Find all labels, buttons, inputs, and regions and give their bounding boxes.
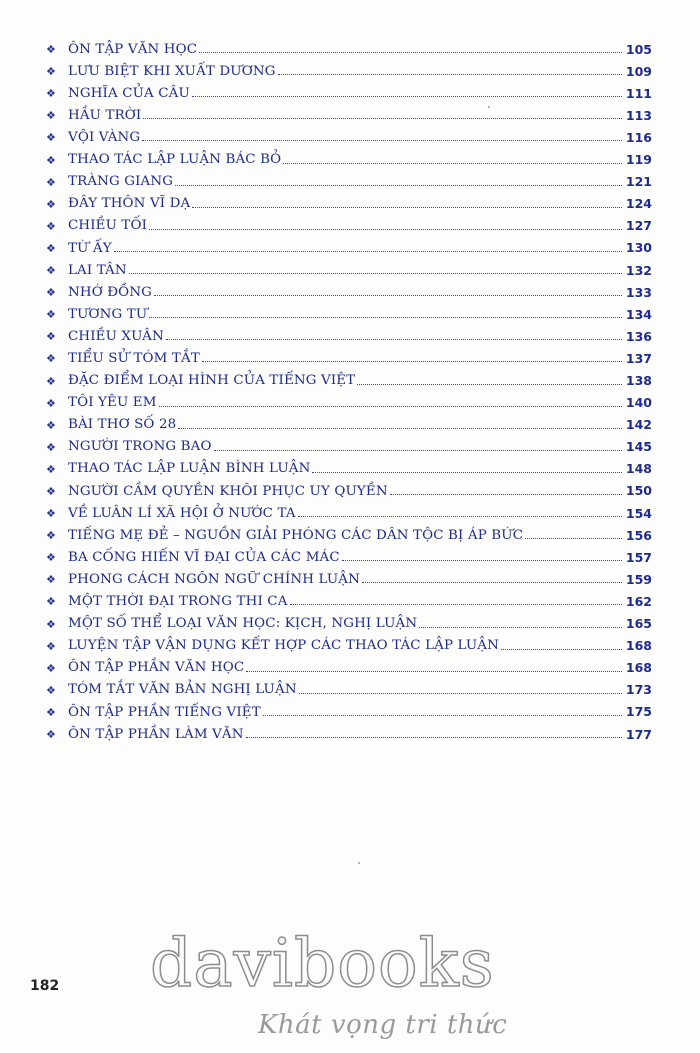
- toc-entry-page: 145: [625, 439, 652, 455]
- toc-entry: [46, 520, 652, 542]
- dot-leader: [149, 316, 622, 318]
- diamond-bullet-icon: ❖: [46, 551, 56, 565]
- diamond-bullet-icon: ❖: [46, 595, 56, 609]
- diamond-bullet-icon: ❖: [46, 484, 56, 498]
- toc-entry-title: NGHĨA CỦA CÂU: [68, 85, 190, 101]
- toc-entry: [46, 299, 652, 321]
- toc-entry: [46, 631, 652, 653]
- toc-entry: [46, 233, 652, 255]
- diamond-bullet-icon: ❖: [46, 728, 56, 741]
- diamond-bullet-icon: ❖: [46, 352, 56, 366]
- toc-entry-title: VỀ LUÂN LÍ XÃ HỘI Ở NƯỚC TA: [68, 505, 296, 521]
- toc-entry-title: ĐÂY THÔN VĨ DẠ: [68, 196, 191, 212]
- dot-leader: [283, 162, 622, 164]
- dot-leader: [501, 648, 622, 650]
- toc-entry-page: 113: [625, 107, 652, 123]
- toc-entry-page: 175: [625, 704, 652, 720]
- toc-entry: [46, 78, 652, 100]
- diamond-bullet-icon: ❖: [46, 617, 56, 631]
- watermark-brand: davibooks: [150, 925, 495, 1002]
- toc-entry: [46, 343, 652, 365]
- dot-leader: [390, 493, 622, 495]
- toc-entry-title: ÔN TẬP PHẦN LÀM VĂN: [68, 726, 244, 742]
- toc-entry-page: 154: [625, 505, 652, 521]
- diamond-bullet-icon: ❖: [46, 507, 56, 521]
- toc-entry-title: NHỚ ĐỒNG: [68, 284, 153, 300]
- toc-entry-page: 159: [625, 571, 652, 587]
- toc-entry-page: 111: [625, 85, 652, 101]
- toc-entry-title: BA CỐNG HIẾN VĨ ĐẠI CỦA CÁC MÁC: [68, 549, 340, 565]
- toc-entry-page: 140: [625, 395, 652, 411]
- dot-leader: [202, 360, 622, 362]
- dot-leader: [166, 338, 622, 340]
- toc-entry-title: CHIỀU TỐI: [68, 218, 148, 234]
- toc-entry-title: CHIỀU XUÂN: [68, 328, 164, 344]
- toc-entry-title: MỘT THỜI ĐẠI TRONG THI CA: [68, 594, 288, 610]
- toc-entry-page: 162: [625, 593, 652, 609]
- toc-entry-title: TƯƠNG TƯ: [68, 306, 148, 322]
- dot-leader: [298, 515, 622, 517]
- toc-entry-title: TÓM TẮT VĂN BẢN NGHỊ LUẬN: [68, 682, 297, 698]
- toc-entry-title: NGƯỜI TRONG BAO: [68, 439, 212, 455]
- toc-entry-title: LUYỆN TẬP VẬN DỤNG KẾT HỢP CÁC THAO TÁC LẬP LUẬN: [68, 638, 499, 654]
- diamond-bullet-icon: ❖: [46, 374, 56, 388]
- toc-entry-title: LAI TÂN: [68, 262, 127, 278]
- toc-entry: [46, 321, 652, 343]
- toc-entry: [46, 122, 652, 144]
- toc-entry-page: 168: [625, 660, 652, 676]
- diamond-bullet-icon: ❖: [46, 418, 56, 432]
- toc-entry: [46, 277, 652, 299]
- toc-entry-page: 156: [625, 527, 652, 543]
- toc-entry-title: THAO TÁC LẬP LUẬN BÁC BỎ: [68, 152, 282, 168]
- toc-entry: [46, 410, 652, 432]
- toc-entry: [46, 100, 652, 122]
- dot-leader: [143, 117, 622, 119]
- toc-entry: [46, 719, 652, 741]
- diamond-bullet-icon: ❖: [46, 219, 56, 233]
- dot-leader: [214, 449, 622, 451]
- toc-entry: [46, 608, 652, 630]
- dot-leader: [154, 294, 622, 296]
- toc-entry: [46, 167, 652, 189]
- dot-leader: [192, 95, 622, 97]
- toc-entry: [46, 432, 652, 454]
- toc-entry-title: BÀI THƠ SỐ 28: [68, 417, 177, 433]
- dot-leader: [159, 405, 622, 407]
- dot-leader: [278, 73, 622, 75]
- dot-leader: [246, 670, 622, 672]
- toc-entry-title: ÔN TẬP PHẦN TIẾNG VIỆT: [68, 704, 261, 720]
- toc-entry-page: 177: [625, 726, 652, 742]
- diamond-bullet-icon: ❖: [46, 175, 56, 189]
- toc-entry-page: 119: [625, 152, 652, 168]
- diamond-bullet-icon: ❖: [46, 573, 56, 587]
- toc-entry-page: 133: [625, 284, 652, 300]
- toc-entry-title: THAO TÁC LẬP LUẬN BÌNH LUẬN: [68, 461, 311, 477]
- diamond-bullet-icon: ❖: [46, 440, 56, 454]
- toc-entry-page: 109: [625, 63, 652, 79]
- toc-entry-title: TỪ ẤY: [68, 240, 112, 256]
- toc-entry-page: 148: [625, 461, 652, 477]
- toc-entry: [46, 255, 652, 277]
- watermark-slogan: Khát vọng tri thức: [258, 1010, 508, 1040]
- toc-entry: [46, 56, 652, 78]
- diamond-bullet-icon: ❖: [46, 264, 56, 278]
- toc-entry-title: MỘT SỐ THỂ LOẠI VĂN HỌC: KỊCH, NGHỊ LUẬN: [68, 616, 418, 632]
- toc-entry: [46, 498, 652, 520]
- toc-entry-page: 168: [625, 638, 652, 654]
- toc-entry: [46, 476, 652, 498]
- toc-entry-page: 150: [625, 483, 652, 499]
- diamond-bullet-icon: ❖: [46, 131, 56, 145]
- toc-entry-page: 116: [625, 129, 652, 145]
- toc-entry-page: 142: [625, 417, 652, 433]
- toc-entry-page: 136: [625, 328, 652, 344]
- dot-leader: [149, 228, 622, 230]
- toc-entry-title: NGƯỜI CẦM QUYỀN KHÔI PHỤC UY QUYỀN: [68, 483, 388, 499]
- diamond-bullet-icon: ❖: [46, 661, 56, 675]
- diamond-bullet-icon: ❖: [46, 241, 56, 255]
- toc-entry: [46, 211, 652, 233]
- dot-leader: [362, 581, 622, 583]
- dot-leader: [178, 427, 622, 429]
- toc-entry-page: 132: [625, 262, 652, 278]
- dot-leader: [525, 537, 622, 539]
- toc-entry-title: VỘI VÀNG: [68, 130, 141, 146]
- toc-entry: [46, 34, 652, 56]
- toc-entry-page: 105: [625, 41, 652, 57]
- dot-leader: [357, 383, 622, 385]
- diamond-bullet-icon: ❖: [46, 683, 56, 697]
- toc-entry: [46, 144, 652, 166]
- dot-leader: [129, 272, 622, 274]
- dot-leader: [192, 206, 622, 208]
- diamond-bullet-icon: ❖: [46, 65, 56, 79]
- dot-leader: [114, 250, 622, 252]
- diamond-bullet-icon: ❖: [46, 197, 56, 211]
- dot-leader: [246, 736, 622, 738]
- toc-entry-title: TRÀNG GIANG: [68, 174, 174, 190]
- diamond-bullet-icon: ❖: [46, 87, 56, 101]
- toc-entry-title: TÔI YÊU EM: [68, 395, 157, 411]
- toc-entry: [46, 365, 652, 387]
- dot-leader: [199, 51, 622, 53]
- diamond-bullet-icon: ❖: [46, 308, 56, 322]
- toc-entry-page: 173: [625, 682, 652, 698]
- toc-entry-page: 130: [625, 240, 652, 256]
- diamond-bullet-icon: ❖: [46, 43, 56, 57]
- toc-entry-title: HẦU TRỜI: [68, 107, 142, 123]
- diamond-bullet-icon: ❖: [46, 705, 56, 719]
- toc-entry-title: ĐẶC ĐIỂM LOẠI HÌNH CỦA TIẾNG VIỆT: [68, 373, 356, 389]
- diamond-bullet-icon: ❖: [46, 529, 56, 543]
- dot-leader: [419, 626, 622, 628]
- toc-entry: [46, 586, 652, 608]
- toc-entry-page: 124: [625, 196, 652, 212]
- scan-speck: [488, 106, 490, 108]
- diamond-bullet-icon: ❖: [46, 396, 56, 410]
- dot-leader: [299, 692, 622, 694]
- toc-entry-page: 165: [625, 616, 652, 632]
- toc-entry-page: 127: [625, 218, 652, 234]
- diamond-bullet-icon: ❖: [46, 109, 56, 123]
- toc-entry-title: ÔN TẬP VĂN HỌC: [68, 41, 198, 57]
- toc-entry-page: 121: [625, 174, 652, 190]
- diamond-bullet-icon: ❖: [46, 462, 56, 476]
- toc-entry: [46, 388, 652, 410]
- dot-leader: [312, 471, 621, 473]
- dot-leader: [142, 139, 622, 141]
- dot-leader: [342, 559, 622, 561]
- toc-entry-title: ÔN TẬP PHẦN VĂN HỌC: [68, 660, 245, 676]
- toc-entry-title: LƯU BIỆT KHI XUẤT DƯƠNG: [68, 63, 276, 79]
- toc-entry: [46, 189, 652, 211]
- dot-leader: [175, 184, 622, 186]
- dot-leader: [290, 603, 622, 605]
- toc-entry-title: PHONG CÁCH NGÔN NGỮ CHÍNH LUẬN: [68, 571, 360, 587]
- toc-entry: [46, 564, 652, 586]
- page-number: 182: [30, 978, 60, 994]
- toc-entry-title: TIỂU SỬ TÓM TẮT: [68, 351, 200, 366]
- toc-entry: [46, 542, 652, 564]
- table-of-contents: [46, 34, 652, 741]
- toc-entry-page: 138: [625, 373, 652, 388]
- toc-entry-page: 137: [625, 350, 652, 366]
- diamond-bullet-icon: ❖: [46, 286, 56, 300]
- dot-leader: [263, 714, 622, 716]
- toc-entry-title: TIẾNG MẸ ĐẺ – NGUỒN GIẢI PHÓNG CÁC DÂN TỘC BỊ ÁP BỨC: [68, 527, 524, 543]
- diamond-bullet-icon: ❖: [46, 330, 56, 344]
- toc-entry: [46, 454, 652, 476]
- toc-entry-page: 157: [625, 549, 652, 565]
- toc-entry: [46, 675, 652, 697]
- toc-entry: [46, 653, 652, 675]
- diamond-bullet-icon: ❖: [46, 639, 56, 653]
- toc-entry: [46, 697, 652, 719]
- scan-speck: [358, 862, 360, 864]
- diamond-bullet-icon: ❖: [46, 153, 56, 167]
- toc-entry-page: 134: [625, 306, 652, 322]
